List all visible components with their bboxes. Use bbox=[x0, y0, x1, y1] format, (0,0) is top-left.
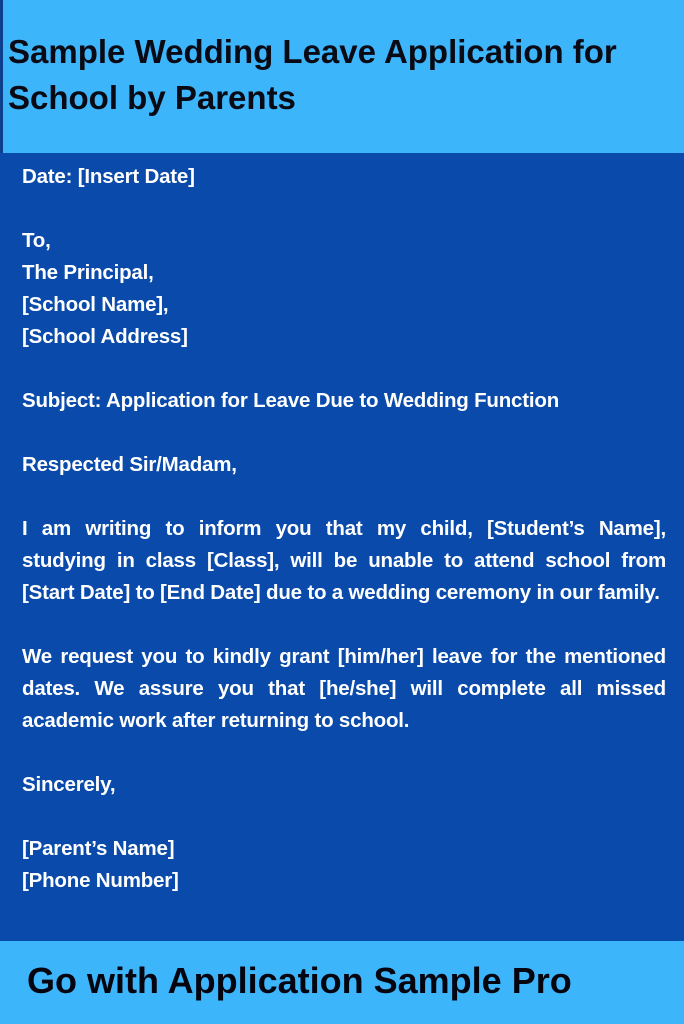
letter-content bbox=[22, 161, 666, 897]
letter-phone: [Phone Number] bbox=[22, 869, 179, 892]
page-title: Sample Wedding Leave Application for School by Parents bbox=[8, 33, 617, 116]
spacer bbox=[22, 481, 666, 513]
footer-brand-text: Go with Application Sample Pro bbox=[27, 960, 572, 1001]
letter-to: To, bbox=[22, 229, 51, 252]
spacer bbox=[22, 353, 666, 385]
letter-school-name: [School Name], bbox=[22, 293, 169, 316]
spacer bbox=[22, 193, 666, 225]
letter-salutation: Respected Sir/Madam, bbox=[22, 453, 237, 476]
spacer bbox=[22, 801, 666, 833]
letter-panel bbox=[0, 153, 684, 941]
spacer bbox=[22, 417, 666, 449]
spacer bbox=[22, 609, 666, 641]
letter-parent-name: [Parent’s Name] bbox=[22, 837, 175, 860]
spacer bbox=[22, 737, 666, 769]
letter-closing: Sincerely, bbox=[22, 773, 116, 796]
letter-recipient: The Principal, bbox=[22, 261, 154, 284]
letter-paragraph-1: I am writing to inform you that my child, [Student’s Name], studying in class [Class], will be unable to attend school from [Start Date] to [End Date] due to a wedding ceremony in our family. bbox=[22, 517, 666, 604]
header-banner bbox=[0, 0, 684, 153]
letter-school-address: [School Address] bbox=[22, 325, 188, 348]
letter-date: Date: [Insert Date] bbox=[22, 165, 195, 188]
letter-paragraph-2: We request you to kindly grant [him/her] leave for the mentioned dates. We assure you that [he/she] will complete all missed academic work after returning to school. bbox=[22, 645, 666, 732]
footer-banner bbox=[0, 941, 684, 1024]
letter-subject: Subject: Application for Leave Due to Wedding Function bbox=[22, 389, 560, 412]
